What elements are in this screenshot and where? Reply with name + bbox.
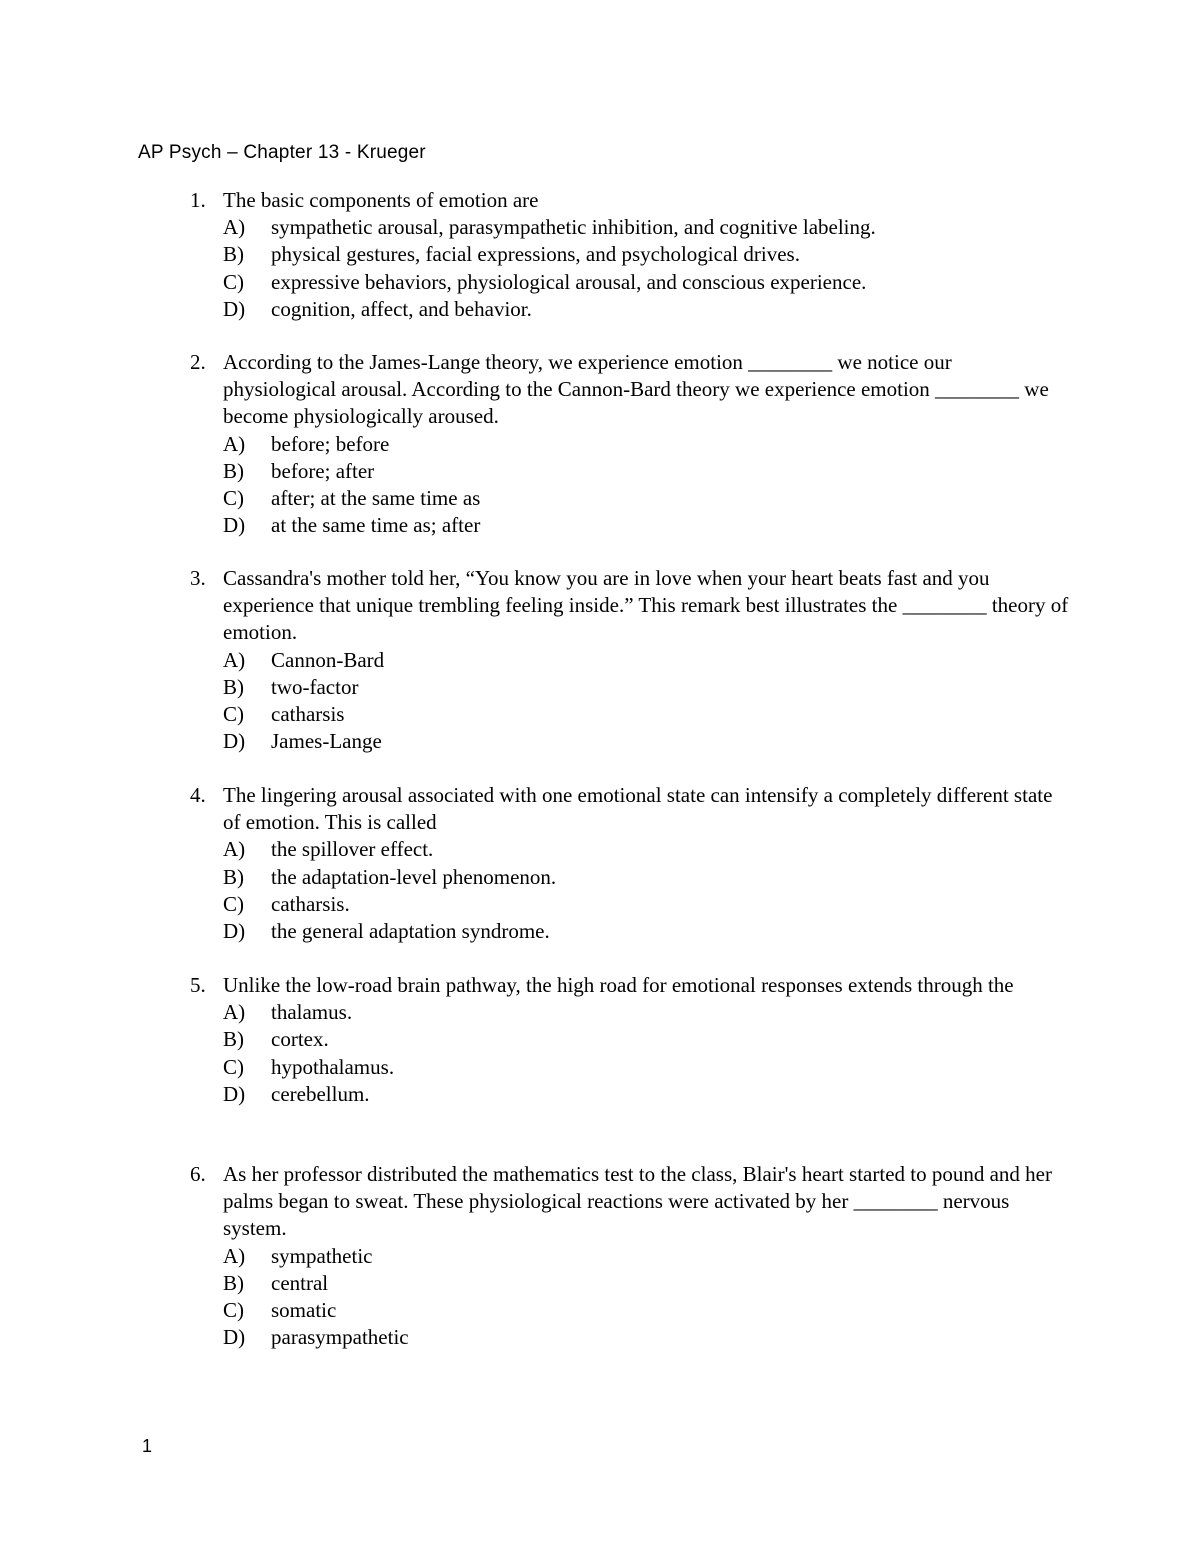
choice-c [223,701,1070,728]
choice-letter: B) [223,1027,244,1052]
choice-c [223,891,1070,918]
choice-text: the spillover effect. [271,837,434,862]
choice-letter: B) [223,864,244,889]
choice-letter: A) [223,215,246,240]
choice-c [223,1297,1070,1324]
choice-text: parasympathetic [271,1325,409,1350]
choice-b [223,241,1070,268]
choice-letter: C) [223,486,244,511]
choice-c [223,269,1070,296]
question-number: 2. [190,350,206,374]
choice-text: thalamus. [271,1000,353,1025]
choice-letter: C) [223,1298,244,1323]
choice-letter: A) [223,1000,246,1025]
choice-d [223,1081,1070,1108]
choice-letter: B) [223,458,244,483]
question-4 [190,782,1070,945]
choice-letter: A) [223,431,246,456]
choice-letter: B) [223,674,244,699]
choice-a [223,999,1070,1026]
choice-d [223,1324,1070,1351]
choice-a [223,431,1070,458]
question-stem: The lingering arousal associated with one emotional state can intensify a completely different state of emotion. This is called [223,783,1053,835]
choice-b [223,1026,1070,1053]
choice-text: Cannon-Bard [271,647,385,672]
question-stem: The basic components of emotion are [223,188,539,212]
answer-choices [190,999,1070,1108]
choice-b [223,458,1070,485]
choice-letter: A) [223,837,246,862]
choice-text: at the same time as; after [271,513,481,538]
question-6 [190,1161,1070,1351]
answer-choices [190,647,1070,756]
choice-text: cortex. [271,1027,329,1052]
choice-text: before; before [271,431,390,456]
question-1 [190,187,1070,323]
choice-letter: D) [223,1325,246,1350]
choice-b [223,864,1070,891]
question-number: 4. [190,783,206,807]
choice-letter: D) [223,1081,246,1106]
choice-c [223,485,1070,512]
choice-text: before; after [271,458,375,483]
choice-a [223,647,1070,674]
choice-a [223,1243,1070,1270]
answer-choices [190,214,1070,323]
choice-text: catharsis. [271,891,350,916]
choice-text: somatic [271,1298,337,1323]
document-header: AP Psych – Chapter 13 - Krueger [138,142,426,163]
answer-choices [190,1243,1070,1352]
choice-letter: D) [223,513,246,538]
choice-c [223,1054,1070,1081]
question-number: 3. [190,566,206,590]
question-stem-row [190,1161,1070,1243]
choice-b [223,674,1070,701]
choice-text: two-factor [271,674,359,699]
choice-letter: D) [223,296,246,321]
choice-letter: B) [223,1270,244,1295]
question-stem-row [190,349,1070,431]
choice-a [223,836,1070,863]
choice-text: expressive behaviors, physiological arousal, and conscious experience. [271,269,867,294]
choice-d [223,728,1070,755]
choice-text: the adaptation-level phenomenon. [271,864,557,889]
question-number: 6. [190,1162,206,1186]
choice-letter: C) [223,702,244,727]
choice-letter: A) [223,647,246,672]
choice-d [223,918,1070,945]
choice-letter: B) [223,242,244,267]
question-3 [190,565,1070,755]
question-stem: Unlike the low-road brain pathway, the high road for emotional responses extends through the [223,973,1014,997]
question-stem-row [190,565,1070,647]
question-number: 1. [190,188,206,212]
choice-letter: C) [223,1054,244,1079]
choice-text: sympathetic [271,1243,373,1268]
question-stem-row [190,972,1070,999]
choice-d [223,296,1070,323]
choice-text: catharsis [271,702,345,727]
choice-text: after; at the same time as [271,486,481,511]
choice-text: physical gestures, facial expressions, and psychological drives. [271,242,800,267]
question-5 [190,972,1070,1108]
choice-text: James-Lange [271,729,382,754]
choice-text: cerebellum. [271,1081,370,1106]
choice-text: the general adaptation syndrome. [271,919,550,944]
choice-b [223,1270,1070,1297]
question-2 [190,349,1070,539]
question-stem: Cassandra's mother told her, “You know you are in love when your heart beats fast and you experience that unique trembling feeling inside.” This remark best illustrates the ________ theory of emotion. [223,566,1069,645]
answer-choices [190,836,1070,945]
question-number: 5. [190,973,206,997]
answer-choices [190,431,1070,540]
choice-letter: A) [223,1243,246,1268]
choice-text: central [271,1270,329,1295]
choice-text: hypothalamus. [271,1054,395,1079]
page-number: 1 [142,1436,153,1456]
choice-letter: D) [223,729,246,754]
choice-letter: D) [223,919,246,944]
question-stem-row [190,187,1070,214]
question-stem: According to the James-Lange theory, we experience emotion ________ we notice our physiological arousal. According to the Cannon-Bard theory we experience emotion ________ we become physiologically aroused. [223,350,1049,429]
choice-a [223,214,1070,241]
question-stem: As her professor distributed the mathematics test to the class, Blair's heart started to pound and her palms began to sweat. These physiological reactions were activated by her ________ nervous system. [223,1162,1052,1241]
choice-letter: C) [223,891,244,916]
question-stem-row [190,782,1070,836]
choice-text: sympathetic arousal, parasympathetic inhibition, and cognitive labeling. [271,215,876,240]
choice-text: cognition, affect, and behavior. [271,296,532,321]
choice-d [223,512,1070,539]
choice-letter: C) [223,269,244,294]
